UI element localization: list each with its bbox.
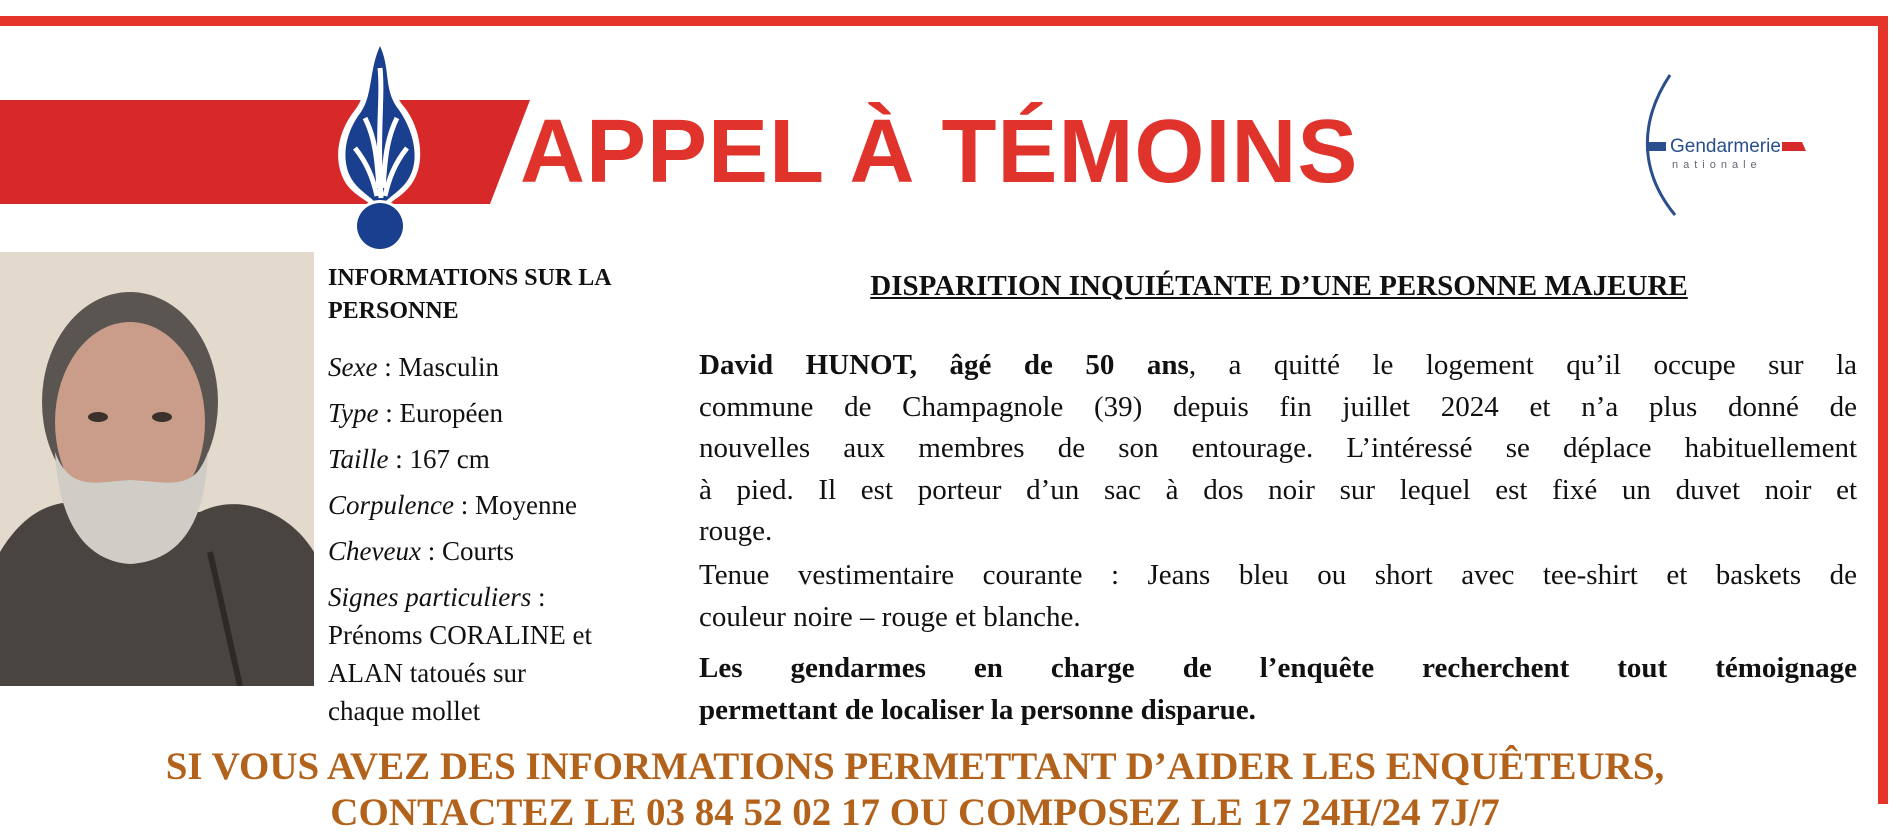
notice-paragraph-appeal [699, 648, 1857, 731]
field-value: Européen [399, 398, 503, 428]
field-separator: : [453, 490, 475, 520]
paragraph-line: Les gendarmes en charge de l’enquête recherchent tout témoignage [699, 652, 1857, 684]
paragraph-line: couleur noire – rouge et blanche. [699, 600, 1081, 633]
paragraph-line: permettant de localiser la personne disparue. [699, 693, 1256, 726]
gendarmerie-grenade-emblem-icon [325, 38, 435, 252]
field-separator: : [388, 444, 410, 474]
field-separator: : [531, 582, 546, 612]
page-title: APPEL À TÉMOINS [520, 102, 1359, 202]
paragraph-line: nouvelles aux membres de son entourage. L’intéressé se déplace habituellement [699, 432, 1857, 464]
field-sexe [328, 344, 678, 390]
field-value: Prénoms CORALINE et ALAN tatoués sur chaque mollet [328, 620, 592, 726]
field-label: Type [328, 398, 379, 428]
notice-paragraph-clothing [699, 555, 1857, 638]
field-value: Courts [441, 536, 514, 566]
logo-name: Gendarmerie [1670, 136, 1781, 157]
field-label: Taille [328, 444, 389, 474]
call-to-action-contact-line: CONTACTEZ LE 03 84 52 02 17 OU COMPOSEZ LE 17 24H/24 7J/7 [330, 791, 1500, 834]
gendarmerie-nationale-logo [1630, 70, 1820, 220]
call-to-action-line-1: SI VOUS AVEZ DES INFORMATIONS PERMETTANT D’AIDER LES ENQUÊTEURS, [165, 745, 1665, 788]
frame-top-border [0, 16, 1888, 26]
person-info-list [328, 344, 678, 730]
field-value: Moyenne [475, 490, 577, 520]
field-separator: : [420, 536, 442, 566]
field-label: Cheveux [328, 536, 421, 566]
red-banner [0, 100, 530, 204]
field-separator: : [377, 352, 399, 382]
paragraph-line: commune de Champagnole (39) depuis fin juillet 2024 et n’a plus donné de [699, 390, 1857, 423]
field-label: Sexe [328, 352, 378, 382]
field-value: Masculin [398, 352, 499, 382]
field-label: Signes particuliers [328, 582, 532, 612]
paragraph-line: Tenue vestimentaire courante : Jeans bleu ou short avec tee-shirt et baskets de [699, 559, 1857, 591]
person-info-heading: INFORMATIONS SUR LA PERSONNE [328, 265, 611, 324]
field-value: 167 cm [409, 444, 490, 474]
line-text: , a quitté le logement qu’il occupe sur la [1188, 349, 1858, 381]
field-label: Corpulence [328, 490, 454, 520]
field-taille [328, 436, 678, 482]
paragraph-line: rouge. [699, 515, 773, 547]
paragraph-line: à pied. Il est porteur d’un sac à dos noir sur lequel est fixé un duvet noir et [699, 473, 1857, 506]
logo-subtitle: nationale [1672, 159, 1762, 171]
paragraph-line [699, 345, 1857, 387]
field-signes-particuliers [328, 578, 598, 730]
frame-right-border [1878, 16, 1888, 804]
missing-person-photo [0, 252, 314, 686]
field-type [328, 390, 678, 436]
field-cheveux [328, 528, 678, 574]
notice-paragraph-description [699, 345, 1857, 553]
field-corpulence [328, 482, 678, 528]
field-separator: : [378, 398, 400, 428]
person-name-age: David HUNOT, âgé de 50 ans [699, 349, 1189, 381]
notice-heading: DISPARITION INQUIÉTANTE D’UNE PERSONNE MAJEURE [870, 270, 1688, 302]
